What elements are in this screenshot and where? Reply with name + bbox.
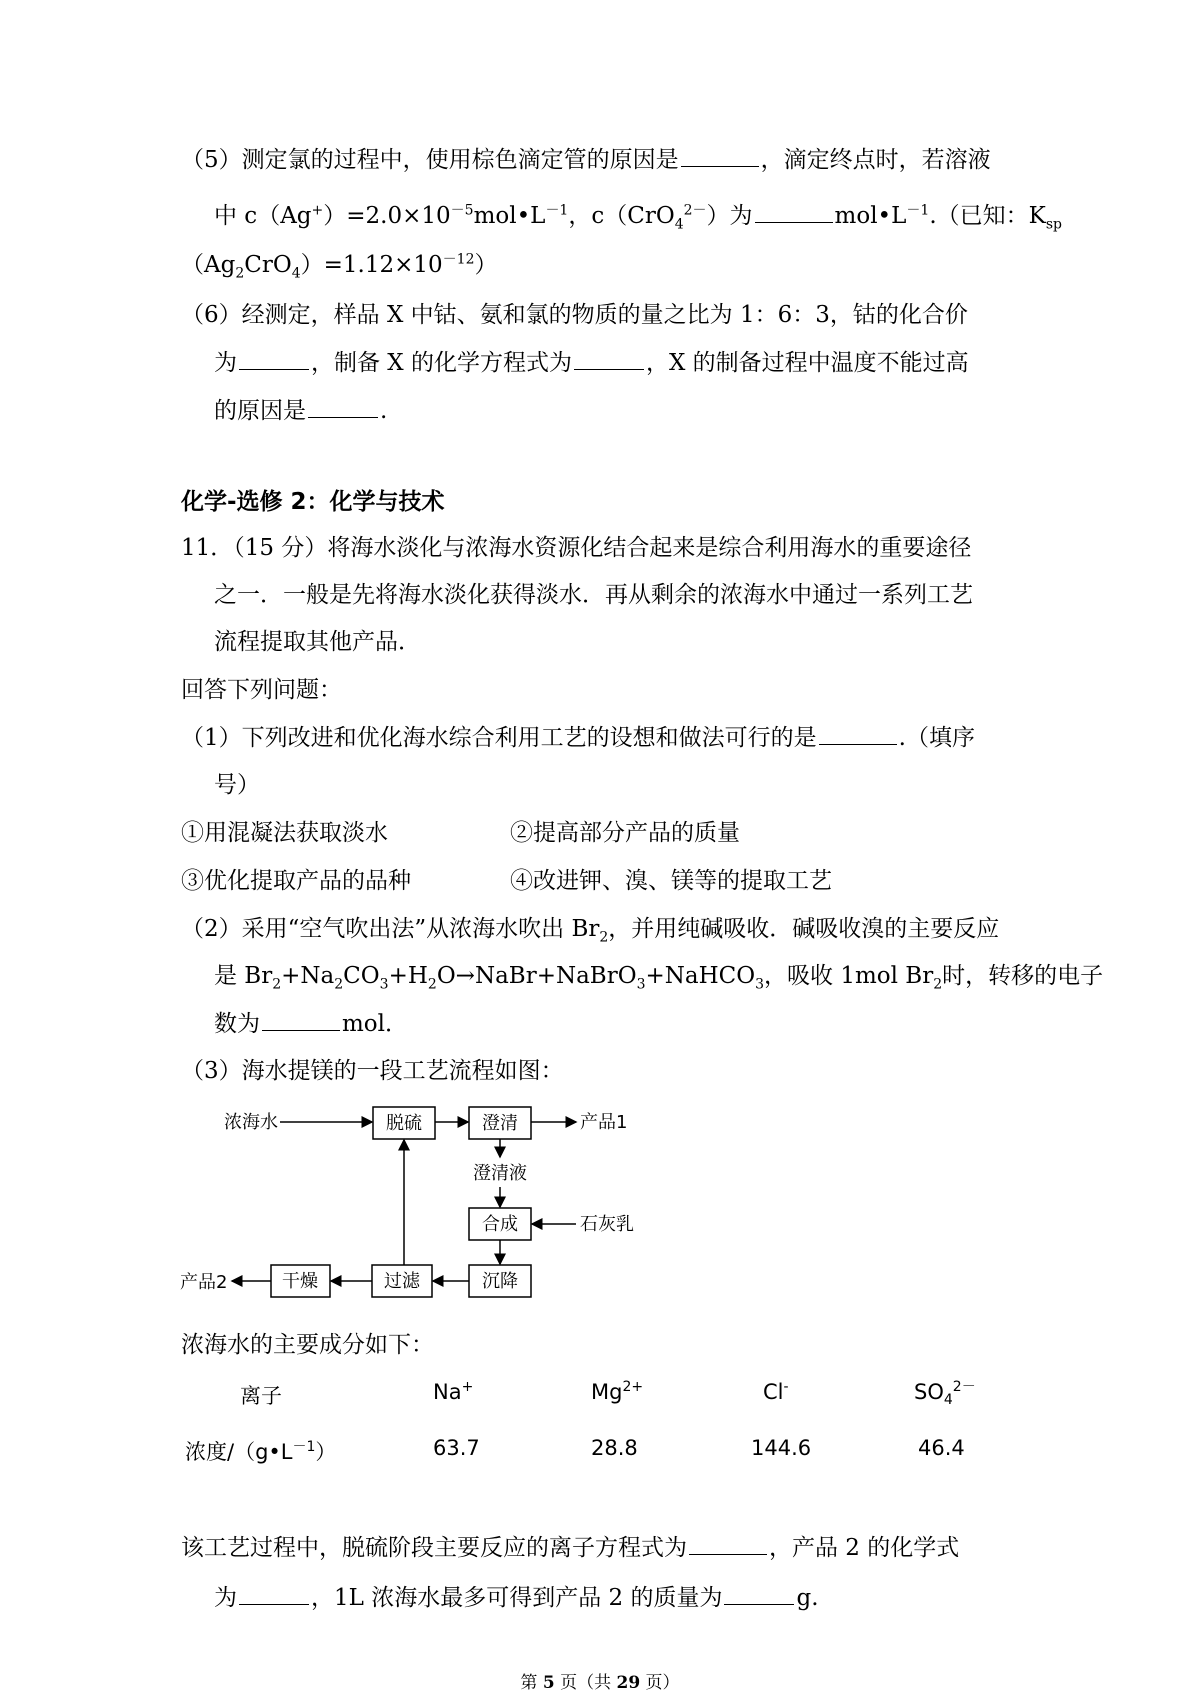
q6-text: （6）经测定，样品 X 中钴、氨和氯的物质的量之比为 1：6：3，钴的化合价 [181, 302, 968, 328]
ion-cl [763, 1380, 789, 1404]
q6-text: . [380, 398, 388, 424]
conc-mg: 28.8 [591, 1436, 638, 1460]
q11-part1-line1 [181, 722, 975, 753]
q5-line3 [181, 250, 498, 280]
subscript: 3 [379, 976, 389, 993]
answer-blank[interactable] [262, 1008, 340, 1031]
superscript: －12 [442, 251, 475, 268]
flow-box-synth-label: 合成 [482, 1214, 518, 1235]
superscript: －1 [292, 1439, 316, 1455]
answer-blank[interactable] [689, 1532, 767, 1555]
subscript: 2 [427, 976, 437, 993]
ion-symbol: Na [433, 1380, 462, 1404]
conc-so4: 46.4 [918, 1436, 965, 1460]
q11-part1-line2: 号） [214, 772, 260, 798]
superscript: 2+ [622, 1379, 644, 1395]
q11-part2-line2 [214, 961, 1103, 991]
subscript: 2 [334, 976, 344, 993]
q11-text: +NaHCO [645, 963, 756, 989]
q11-text: O→NaBr+NaBrO [436, 963, 637, 989]
subscript: 4 [943, 1392, 953, 1409]
ion-so4 [914, 1379, 976, 1409]
section-title: 化学-选修 2：化学与技术 [181, 489, 445, 515]
total-pages: 29 [616, 1673, 641, 1693]
option-4: ④改进钾、溴、镁等的提取工艺 [510, 868, 832, 894]
answer-blank[interactable] [574, 347, 644, 370]
q11-text: （1）下列改进和优化海水综合利用工艺的设想和做法可行的是 [181, 725, 817, 751]
q5-text: mol•L [473, 203, 546, 229]
conc-cl: 144.6 [751, 1436, 812, 1460]
subscript: 3 [755, 976, 765, 993]
q11-text: （2）采用“空气吹出法”从浓海水吹出 Br [181, 916, 600, 942]
q5-text: ）为 [706, 203, 753, 229]
superscript: －1 [906, 202, 930, 219]
subscript: 2 [933, 976, 943, 993]
subscript: sp [1045, 216, 1062, 233]
q11-part2-line1 [181, 914, 999, 944]
flow-product2-label: 产品2 [180, 1272, 228, 1293]
conc-na: 63.7 [433, 1436, 480, 1460]
answer-blank[interactable] [239, 1582, 309, 1605]
q11-text: ，并用纯碱吸收．碱吸收溴的主要反应 [608, 916, 1000, 942]
q11-line4: 回答下列问题： [181, 677, 342, 703]
q5-text: .（已知：K [929, 203, 1046, 229]
q11-text: +H [388, 963, 428, 989]
q11-text: 为 [214, 1585, 237, 1611]
page-footer [0, 1668, 1200, 1693]
q11-text: ，产品 2 的化学式 [769, 1535, 960, 1561]
subscript: 4 [674, 216, 684, 233]
flow-box-filter-label: 过滤 [384, 1271, 420, 1292]
q11-line3: 流程提取其他产品． [214, 629, 421, 655]
q11-line2: 之一．一般是先将海水淡化获得淡水．再从剩余的浓海水中通过一系列工艺 [214, 582, 973, 608]
conc-label: ） [315, 1440, 337, 1464]
q11-text: mol． [342, 1011, 409, 1037]
flow-box-desulf-label: 脱硫 [386, 1113, 422, 1134]
q11-text: ，吸收 1mol Br [764, 963, 934, 989]
q11-text: .（填序 [898, 725, 975, 751]
flow-input-label: 浓海水 [224, 1112, 278, 1133]
footer-text: 页（共 [554, 1673, 617, 1693]
option-1: ①用混凝法获取淡水 [181, 820, 388, 846]
subscript: 4 [291, 265, 301, 282]
q6-line2 [214, 347, 969, 378]
ion-mg [591, 1380, 643, 1404]
superscript: + [461, 1379, 474, 1395]
q11-text: 是 Br [214, 963, 273, 989]
flow-lime-milk-label: 石灰乳 [580, 1214, 634, 1235]
q5-text: ，滴定终点时，若溶液 [760, 147, 991, 173]
subscript: 3 [636, 976, 646, 993]
footer-text: 页） [640, 1673, 680, 1693]
q11-text: ，1L 浓海水最多可得到产品 2 的质量为 [311, 1585, 723, 1611]
superscript: + [311, 202, 324, 219]
q11-text: +Na [281, 963, 335, 989]
answer-blank[interactable] [681, 144, 759, 167]
q5-text: CrO [244, 252, 292, 278]
subscript: 2 [235, 265, 245, 282]
q11-text: 数为 [214, 1011, 260, 1037]
q5-text: ） [474, 252, 498, 278]
ion-intro: 浓海水的主要成分如下： [181, 1332, 434, 1358]
subscript: 2 [272, 976, 282, 993]
answer-blank[interactable] [724, 1582, 794, 1605]
q5-line2 [214, 200, 1062, 231]
q6-line3 [214, 395, 387, 426]
flow-clear-liquid-label: 澄清液 [473, 1163, 527, 1184]
q6-text: 为 [214, 350, 237, 376]
q11-part3: （3）海水提镁的一段工艺流程如图： [181, 1058, 564, 1084]
q5-line1 [181, 144, 991, 175]
q5-text: mol•L [834, 203, 907, 229]
flow-box-dry-label: 干燥 [282, 1271, 318, 1292]
q6-text: ，制备 X 的化学方程式为 [311, 350, 572, 376]
flow-product1-label: 产品1 [580, 1112, 628, 1133]
option-2: ②提高部分产品的质量 [510, 820, 740, 846]
ion-symbol: Mg [591, 1380, 623, 1404]
ion-symbol: SO [914, 1380, 944, 1404]
answer-blank[interactable] [755, 200, 833, 223]
answer-blank[interactable] [239, 347, 309, 370]
q11-text: 时，转移的电子 [942, 963, 1104, 989]
conc-label: 浓度/（g•L [185, 1440, 293, 1464]
superscript: 2－ [952, 1379, 976, 1395]
superscript: －1 [545, 202, 569, 219]
flow-box-clarify-label: 澄清 [482, 1113, 518, 1134]
ion-symbol: Cl [763, 1380, 784, 1404]
option-3: ③优化提取产品的品种 [181, 868, 411, 894]
final-line2 [214, 1582, 819, 1613]
answer-blank[interactable] [308, 395, 378, 418]
superscript: - [783, 1379, 789, 1395]
page-number: 5 [542, 1673, 555, 1693]
q5-text: ）=2.0×10 [323, 203, 451, 229]
ion-row-label: 离子 [240, 1384, 282, 1408]
q5-text: （Ag [181, 252, 236, 278]
answer-blank[interactable] [819, 722, 897, 745]
q5-text: 中 c（Ag [214, 203, 312, 229]
q5-text: ，c（CrO [568, 203, 675, 229]
conc-row-label [185, 1436, 336, 1466]
subscript: 2 [599, 929, 609, 946]
q11-part2-line3 [214, 1008, 408, 1039]
footer-text: 第 [520, 1673, 543, 1693]
q6-text: ，X 的制备过程中温度不能过高 [646, 350, 969, 376]
q6-line1 [181, 300, 968, 330]
q11-line1: 11．（15 分）将海水淡化与浓海水资源化结合起来是综合利用海水的重要途径 [181, 535, 972, 561]
final-line1 [181, 1532, 959, 1563]
q11-text: 该工艺过程中，脱硫阶段主要反应的离子方程式为 [181, 1535, 687, 1561]
superscript: 2－ [683, 202, 707, 219]
q6-text: 的原因是 [214, 398, 306, 424]
q5-text: （5）测定氯的过程中，使用棕色滴定管的原因是 [181, 147, 679, 173]
q11-text: CO [343, 963, 380, 989]
q11-text: g. [796, 1585, 819, 1611]
process-flow-diagram [180, 1095, 660, 1325]
ion-na [433, 1380, 473, 1404]
q5-text: ）=1.12×10 [300, 252, 443, 278]
flow-box-settle-label: 沉降 [482, 1271, 518, 1292]
superscript: －5 [450, 202, 474, 219]
